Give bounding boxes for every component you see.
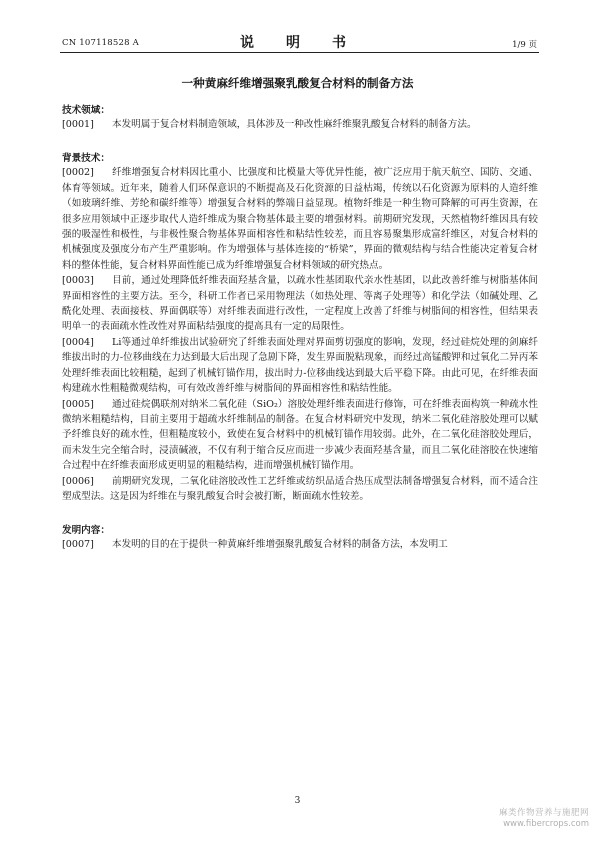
paragraph xyxy=(62,397,538,474)
paragraph xyxy=(62,165,538,273)
paragraph-text: 前期研究发现，二氧化硅溶胶改性工艺纤维或纺织品适合热压成型法制备增强复合材料，而不适合注塑成型法。这是因为纤维在与聚乳酸复合时会被打断，断面疏水性较差。 xyxy=(62,475,538,502)
paragraph-text: 纤维增强复合材料因比重小、比强度和比模量大等优异性能，被广泛应用于航天航空、国防、交通、体育等领域。近年来，随着人们环保意识的不断提高及石化资源的日益枯竭，传统以石化资源为原料的人造纤维（如玻璃纤维、芳纶和碳纤维等）增强复合材料的弊端日益显现。植物纤维是一种生物可降解的可再生资源，在很多应用领域中正逐步取代人造纤维成为聚合物基体最主要的增强材料。前期研究发现，天然植物纤维因具有较强的吸湿性和极性，与非极性聚合物基体界面相容性和粘结性较差，而且容易聚集形成富纤维区，对复合材料的机械强度及强度分布产生严重影响。作为增强体与基体连接的“桥梁”，界面的微观结构与结合性能决定着复合材料的整体性能，复合材料界面性能已成为纤维增强复合材料领域的研究热点。 xyxy=(62,167,538,271)
paragraph-number: [0001] xyxy=(62,119,94,130)
paragraph-number: [0004] xyxy=(62,336,94,348)
page-counter: 1/9 页 xyxy=(512,40,537,50)
paragraph xyxy=(62,537,538,552)
paragraph xyxy=(62,335,538,397)
document-type-heading: 说 明 书 xyxy=(240,35,355,51)
section-heading-background: 背景技术： xyxy=(62,153,110,165)
paragraph-text: Li等通过单纤维拔出试验研究了纤维表面处理对界面剪切强度的影响，发现，经过硅烷处理的剑麻纤维拔出时的力-位移曲线在力达到最大后出现了急剧下降，发生界面脱粘现象，而经过高锰酸钾和过氧化二异丙苯处理纤维表面比较粗糙，起到了机械钉锚作用，拔出时力-位移曲线达到最大后平稳下降。由此可见，在纤维表面构建疏水性粗糙微观结构，可有效改善纤维与树脂间的界面相容性和粘结性能。 xyxy=(62,336,538,395)
paragraph-number: [0003] xyxy=(62,275,94,287)
watermark-url: www.fibercrops.com xyxy=(503,819,589,829)
section-heading-field: 技术领域： xyxy=(62,105,110,116)
paragraph xyxy=(62,474,538,505)
paragraph-text: 目前，通过处理降低纤维表面羟基含量，以疏水性基团取代亲水性基团，以此改善纤维与树脂基体间界面相容性的主要方法。至今，科研工作者已采用物理法（如热处理、等离子处理等）和化学法（如碱处理、乙酰化处理、表面接枝、界面偶联等）对纤维表面进行改性，一定程度上改善了纤维与树脂间的相容性，但结果表明单一的表面疏水性改性对界面粘结强度的提高具有一定的局限性。 xyxy=(62,275,538,333)
header-divider xyxy=(60,52,539,53)
page-number: 3 xyxy=(294,796,301,806)
document-title: 一种黄麻纤维增强聚乳酸复合材料的制备方法 xyxy=(181,76,414,90)
paragraph-number: [0006] xyxy=(62,475,94,487)
paragraph-text: 通过硅烷偶联剂对纳米二氧化硅（SiO₂）溶胶处理纤维表面进行修饰，可在纤维表面构筑一种疏水性微纳米粗糙结构，目前主要用于超疏水纤维制品的制备。在复合材料研究中发现，纳米二氧化硅溶胶处理可以赋予纤维良好的疏水性，但粗糙度较小，致使在复合材料中的机械钉锚作用较弱。此外，在二氧化硅溶胶处理后，而未发生完全缩合时，浸渍碱液，不仅有利于缩合反应而进一步减少表面羟基含量，而且二氧化硅溶胶在快速缩合过程中在纤维表面形成更明显的粗糙结构，进而增强机械钉锚作用。 xyxy=(62,398,538,472)
paragraph xyxy=(62,117,538,132)
paragraph xyxy=(62,273,538,335)
watermark-name: 麻类作物营养与施肥网 xyxy=(498,808,589,818)
section-heading-content: 发明内容： xyxy=(62,525,110,537)
paragraph-text: 本发明属于复合材料制造领域，具体涉及一种改性麻纤维聚乳酸复合材料的制备方法。 xyxy=(112,119,477,130)
watermark xyxy=(499,808,589,830)
paragraph-number: [0007] xyxy=(62,539,94,551)
paragraph-number: [0005] xyxy=(62,398,94,410)
publication-number: CN 107118528 A xyxy=(62,38,139,48)
document-body xyxy=(62,104,538,553)
paragraph-number: [0002] xyxy=(62,167,94,179)
paragraph-text: 本发明的目的在于提供一种黄麻纤维增强聚乳酸复合材料的制备方法，本发明工 xyxy=(112,539,448,551)
